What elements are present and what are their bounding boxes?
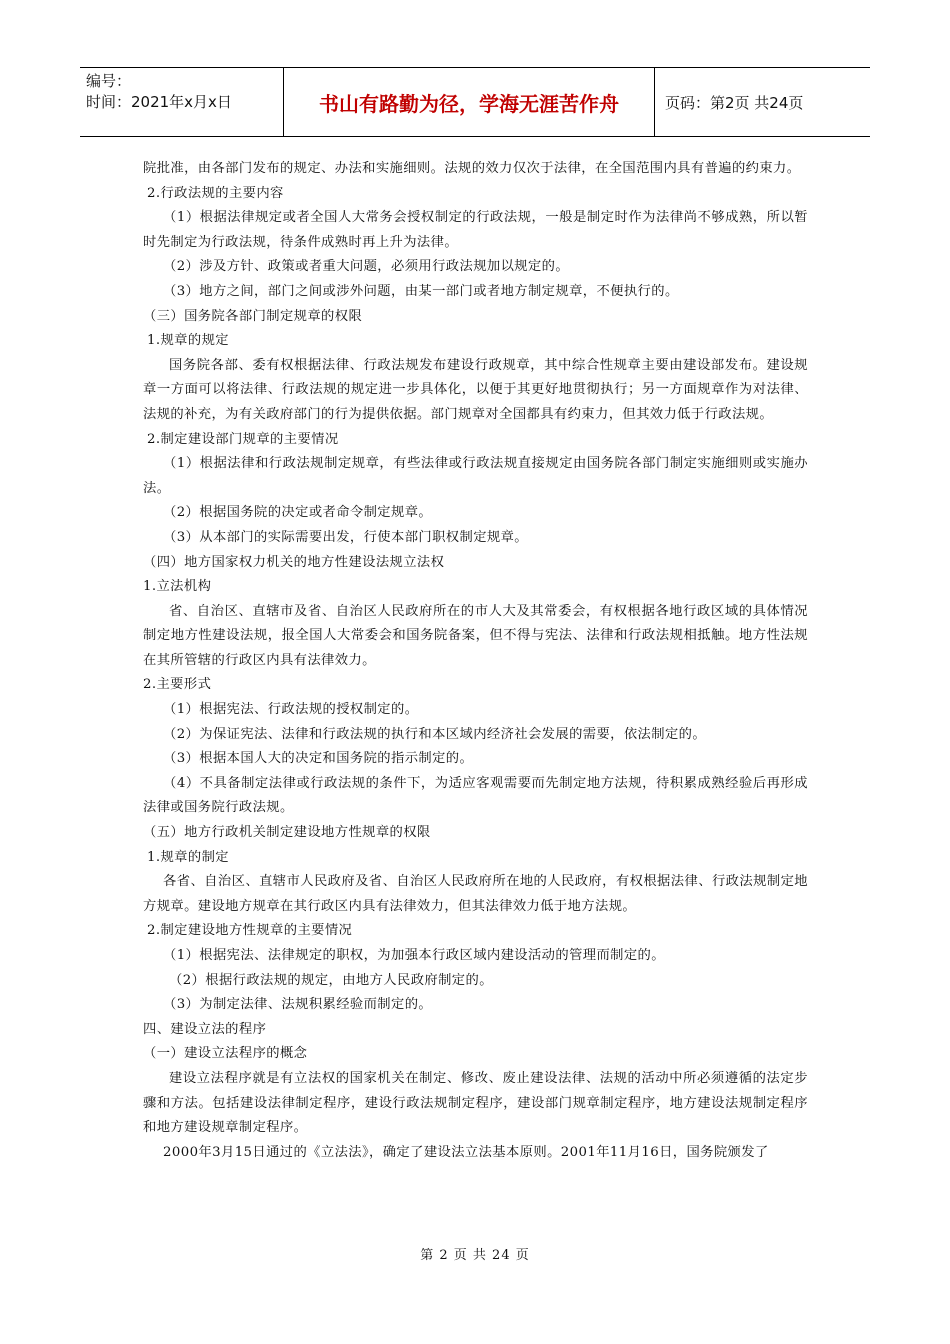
list-item: （1）根据法律和行政法规制定规章，有些法律或行政法规直接规定由国务院各部门制定实施细则或实施办法。 [143, 456, 808, 496]
section-heading: 1.规章的制定 [147, 849, 229, 865]
section-heading: （四）地方国家权力机关的地方性建设法规立法权 [143, 554, 445, 570]
section-heading: 2.行政法规的主要内容 [147, 185, 284, 201]
list-item: （1）根据宪法、行政法规的授权制定的。 [163, 702, 419, 718]
section-heading: （一）建设立法程序的概念 [143, 1046, 308, 1062]
section-heading: 四、建设立法的程序 [143, 1021, 267, 1037]
document-number-label: 编号： [86, 72, 132, 90]
section-heading: 2.主要形式 [143, 677, 212, 693]
paragraph: 建设立法程序就是有立法权的国家机关在制定、修改、废止建设法律、法规的活动中所必须遵循的法定步骤和方法。包括建设法律制定程序，建设行政法规制定程序，建设部门规章制定程序，地方建设法规制定程序和地方建设规章制定程序。 [143, 1070, 808, 1136]
list-item: （2）根据国务院的决定或者命令制定规章。 [163, 505, 433, 521]
paragraph: 各省、自治区、直辖市人民政府及省、自治区人民政府所在地的人民政府，有权根据法律、行政法规制定地方规章。建设地方规章在其行政区内具有法律效力，但其法律效力低于地方法规。 [143, 874, 808, 914]
section-heading: 2.制定建设部门规章的主要情况 [147, 431, 339, 447]
document-date: 时间：2021年x月x日 [86, 93, 232, 111]
list-item: （2）根据行政法规的规定，由地方人民政府制定的。 [169, 972, 493, 988]
paragraph: 国务院各部、委有权根据法律、行政法规发布建设行政规章，其中综合性规章主要由建设部发布。建设规章一方面可以将法律、行政法规的规定进一步具体化，以便于其更好地贯彻执行；另一方面规章作为对法律、法规的补充，为有关政府部门的行为提供依据。部门规章对全国都具有约束力，但其效力低于行政法规。 [143, 357, 808, 422]
page-header [80, 67, 870, 137]
section-heading: 1.规章的规定 [147, 333, 229, 349]
list-item: （3）从本部门的实际需要出发，行使本部门职权制定规章。 [163, 529, 528, 545]
document-body [143, 157, 808, 1165]
page-footer: 第 2 页 共 24 页 [420, 1248, 530, 1263]
paragraph: 2000年3月15日通过的《立法法》，确定了建设法立法基本原则。2001年11月16日，国务院颁发了 [163, 1144, 769, 1160]
list-item: （3）根据本国人大的决定和国务院的指示制定的。 [163, 751, 474, 767]
paragraph: 省、自治区、直辖市及省、自治区人民政府所在的市人大及其常委会，有权根据各地行政区域的具体情况制定地方性建设法规，报全国人大常委会和国务院备案，但不得与宪法、法律和行政法规相抵触。地方性法规在其所管辖的行政区内具有法律效力。 [143, 603, 808, 668]
section-heading: 2.制定建设地方性规章的主要情况 [147, 923, 353, 939]
section-heading: （五）地方行政机关制定建设地方性规章的权限 [143, 825, 431, 841]
list-item: （3）地方之间，部门之间或涉外问题，由某一部门或者地方制定规章，不便执行的。 [163, 283, 679, 299]
paragraph: 院批准，由各部门发布的规定、办法和实施细则。法规的效力仅次于法律，在全国范围内具有普遍的约束力。 [143, 161, 801, 176]
list-item: （2）涉及方针、政策或者重大问题，必须用行政法规加以规定的。 [163, 259, 570, 275]
section-heading: 1.立法机构 [143, 579, 212, 595]
header-left-cell [80, 68, 283, 136]
header-page-info: 页码：第2页 共24页 [665, 93, 804, 112]
list-item: （3）为制定法律、法规积累经验而制定的。 [163, 997, 433, 1013]
header-motto: 书山有路勤为径，学海无涯苦作舟 [283, 68, 655, 136]
list-item: （1）根据法律规定或者全国人大常务会授权制定的行政法规，一般是制定时作为法律尚不够成熟，所以暂时先制定为行政法规，待条件成熟时再上升为法律。 [143, 210, 808, 250]
list-item: （4）不具备制定法律或行政法规的条件下，为适应客观需要而先制定地方法规，待积累成熟经验后再形成法律或国务院行政法规。 [143, 775, 808, 816]
list-item: （2）为保证宪法、法律和行政法规的执行和本区域内经济社会发展的需要，依法制定的。 [163, 726, 707, 742]
list-item: （1）根据宪法、法律规定的职权，为加强本行政区域内建设活动的管理而制定的。 [163, 948, 665, 963]
section-heading: （三）国务院各部门制定规章的权限 [143, 308, 363, 324]
